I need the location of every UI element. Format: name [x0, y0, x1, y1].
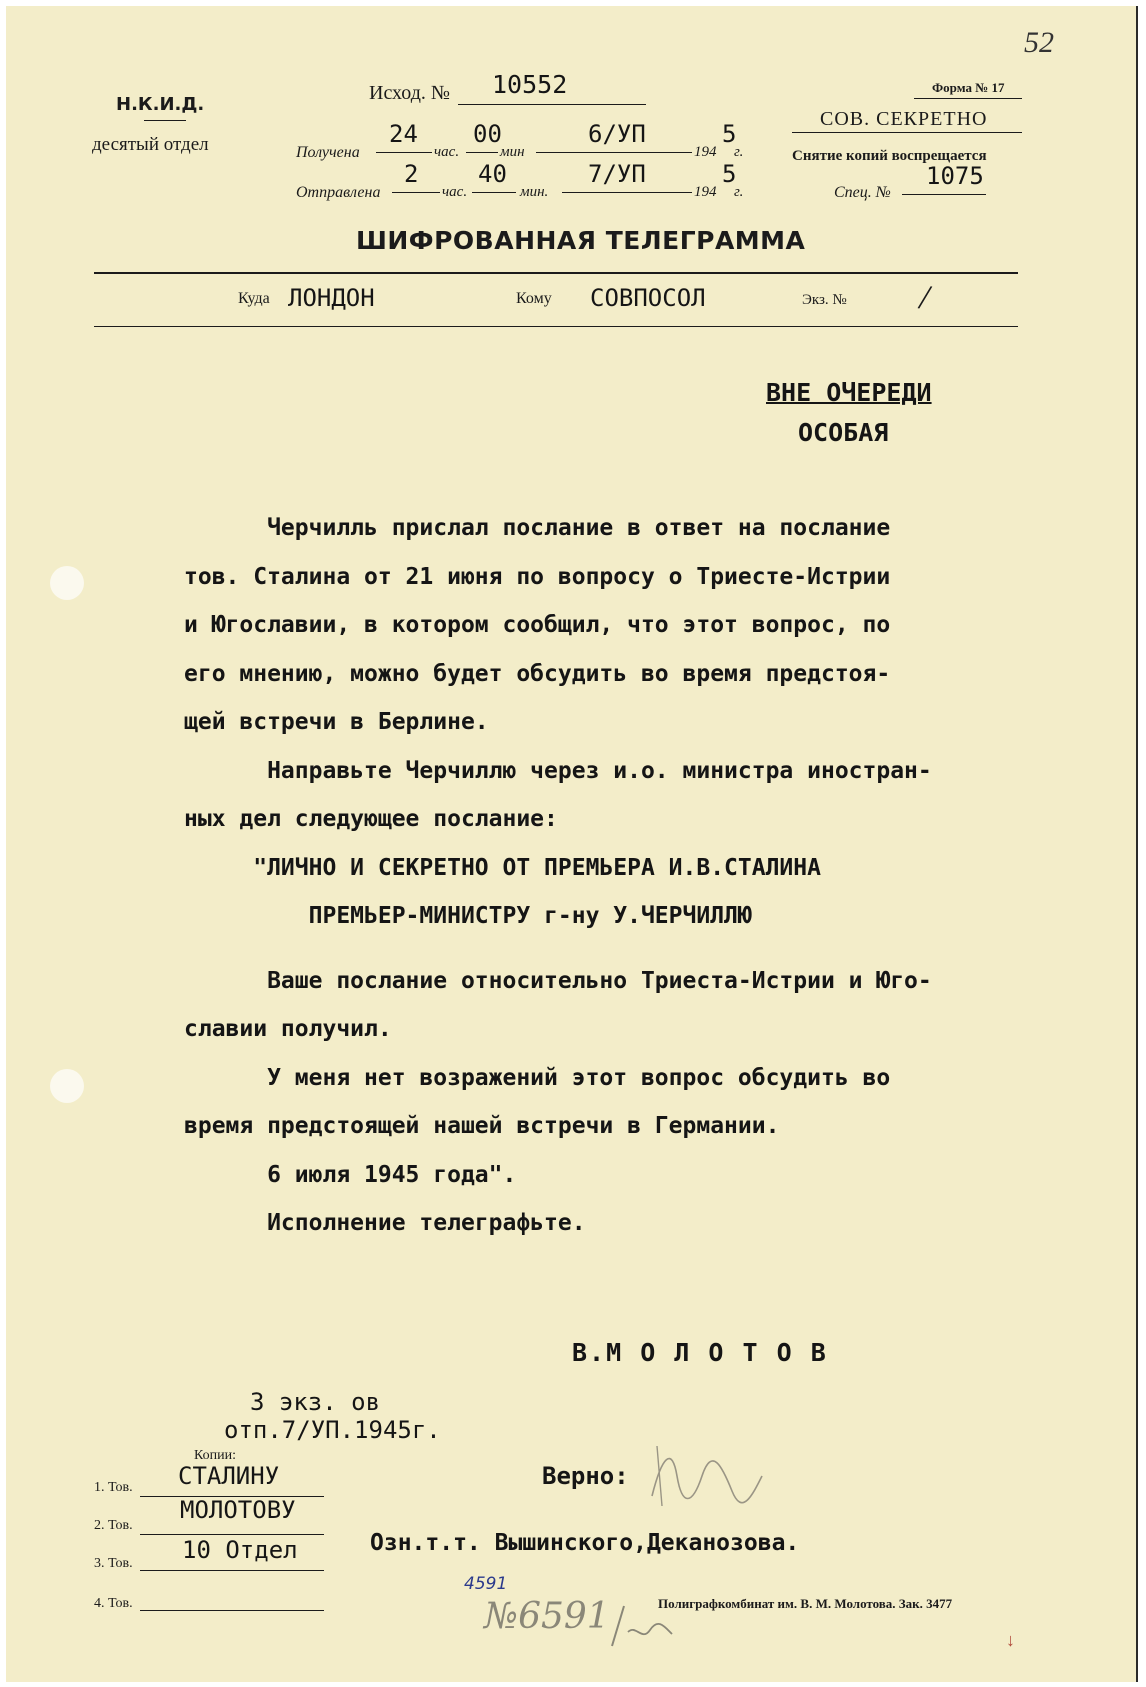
- body-line: щей встречи в Берлине.: [184, 709, 489, 735]
- copy-row-name: 10 Отдел: [182, 1536, 298, 1564]
- handwritten-registration-number: №6591: [484, 1596, 610, 1637]
- body-line: ПРЕМЬЕР-МИНИСТРУ г-ну У.ЧЕРЧИЛЛЮ: [184, 903, 752, 929]
- copies-count: 3 экз. ов: [250, 1388, 381, 1416]
- received-hours: 24: [389, 120, 418, 148]
- verified-label: Верно:: [542, 1462, 629, 1490]
- sent-year-digit: 5: [722, 160, 737, 188]
- body-line: славии получил.: [184, 1016, 392, 1042]
- verification-signature: [632, 1436, 772, 1522]
- received-date: 6/УП: [588, 120, 646, 148]
- handwritten-number-small: 4591: [464, 1574, 508, 1594]
- dispatch-note: отп.7/УП.1945г.: [224, 1416, 441, 1444]
- copy-number-label: Экз. №: [802, 292, 847, 308]
- telegram-sheet: [6, 6, 1138, 1682]
- recipient: СОВПОСОЛ: [590, 284, 706, 312]
- copy-number-mark: /: [915, 276, 935, 318]
- sent-year-prefix: 194: [694, 184, 717, 200]
- sent-minutes: 40: [478, 160, 507, 188]
- body-line: Направьте Черчиллю через и.о. министра иностран-: [184, 757, 932, 784]
- where-label: Куда: [238, 290, 270, 307]
- body-line: Ваше послание относительно Триеста-Истрии и Юго-: [184, 967, 932, 994]
- body-line: время предстоящей нашей встречи в Германии.: [184, 1113, 780, 1139]
- sent-hours: 2: [404, 160, 419, 188]
- sent-hours-unit: час.: [442, 184, 468, 200]
- outgoing-number: 10552: [492, 70, 568, 99]
- received-label: Получена: [296, 144, 360, 161]
- telegram-body: [184, 504, 1024, 1248]
- priority-line1: ВНЕ ОЧЕРЕДИ: [766, 378, 932, 407]
- punch-hole-top: [50, 566, 84, 600]
- org-name: Н.К.И.Д.: [116, 94, 205, 115]
- sent-minutes-unit: мин.: [520, 184, 549, 200]
- copy-row-number: 2. Тов.: [94, 1518, 133, 1533]
- page-number: 52: [1024, 26, 1054, 59]
- body-line: ных дел следующее послание:: [184, 806, 558, 832]
- punch-hole-bottom: [50, 1069, 84, 1103]
- received-year-unit: г.: [734, 144, 744, 160]
- copy-row-number: 3. Тов.: [94, 1556, 133, 1571]
- sent-year-unit: г.: [734, 184, 744, 200]
- body-line: У меня нет возражений этот вопрос обсудить во: [184, 1064, 891, 1091]
- department: десятый отдел: [92, 134, 209, 155]
- body-line: 6 июля 1945 года".: [184, 1161, 517, 1188]
- spec-number: 1075: [926, 162, 984, 190]
- received-minutes: 00: [473, 120, 502, 148]
- spec-label: Спец. №: [834, 184, 891, 201]
- received-minutes-unit: мин: [500, 144, 525, 160]
- copy-row-name: СТАЛИНУ: [178, 1462, 280, 1490]
- recipient-label: Кому: [516, 290, 552, 307]
- destination: ЛОНДОН: [288, 284, 375, 312]
- body-line: "ЛИЧНО И СЕКРЕТНО ОТ ПРЕМЬЕРА И.В.СТАЛИНА: [184, 854, 821, 881]
- printer-imprint: Полиграфкомбинат им. В. М. Молотова. Зак. 3477: [658, 1596, 953, 1611]
- priority-line2: ОСОБАЯ: [798, 418, 889, 447]
- body-line: Черчилль прислал послание в ответ на послание: [184, 515, 891, 541]
- sent-label: Отправлена: [296, 184, 381, 201]
- received-hours-unit: час.: [434, 144, 460, 160]
- copy-note: Снятие копий воспрещается: [792, 148, 987, 164]
- received-year-digit: 5: [722, 120, 737, 148]
- document-title: ШИФРОВАННАЯ ТЕЛЕГРАММА: [356, 226, 806, 255]
- signature: В.М О Л О Т О В: [572, 1338, 828, 1367]
- copy-row-name: МОЛОТОВУ: [180, 1496, 296, 1524]
- body-spacer: [184, 941, 1024, 957]
- form-label: Форма № 17: [932, 80, 1005, 95]
- copies-label: Копии:: [194, 1448, 237, 1463]
- acquainted-note: Озн.т.т. Вышинского,Деканозова.: [370, 1530, 800, 1556]
- copy-row-number: 4. Тов.: [94, 1596, 133, 1611]
- body-line: и Югославии, в котором сообщил, что этот вопрос, по: [184, 612, 891, 638]
- body-line: его мнению, можно будет обсудить во время предстоя-: [184, 660, 891, 687]
- received-year-prefix: 194: [694, 144, 717, 160]
- body-line: тов. Сталина от 21 июня по вопросу о Триесте-Истрии: [184, 563, 891, 590]
- copy-row-number: 1. Тов.: [94, 1480, 133, 1495]
- red-mark-icon: ↓: [1006, 1630, 1015, 1650]
- outgoing-label: Исход. №: [369, 82, 450, 104]
- sent-date: 7/УП: [588, 160, 646, 188]
- body-line: Исполнение телеграфьте.: [184, 1210, 586, 1236]
- secrecy-stamp: СОВ. СЕКРЕТНО: [820, 108, 988, 130]
